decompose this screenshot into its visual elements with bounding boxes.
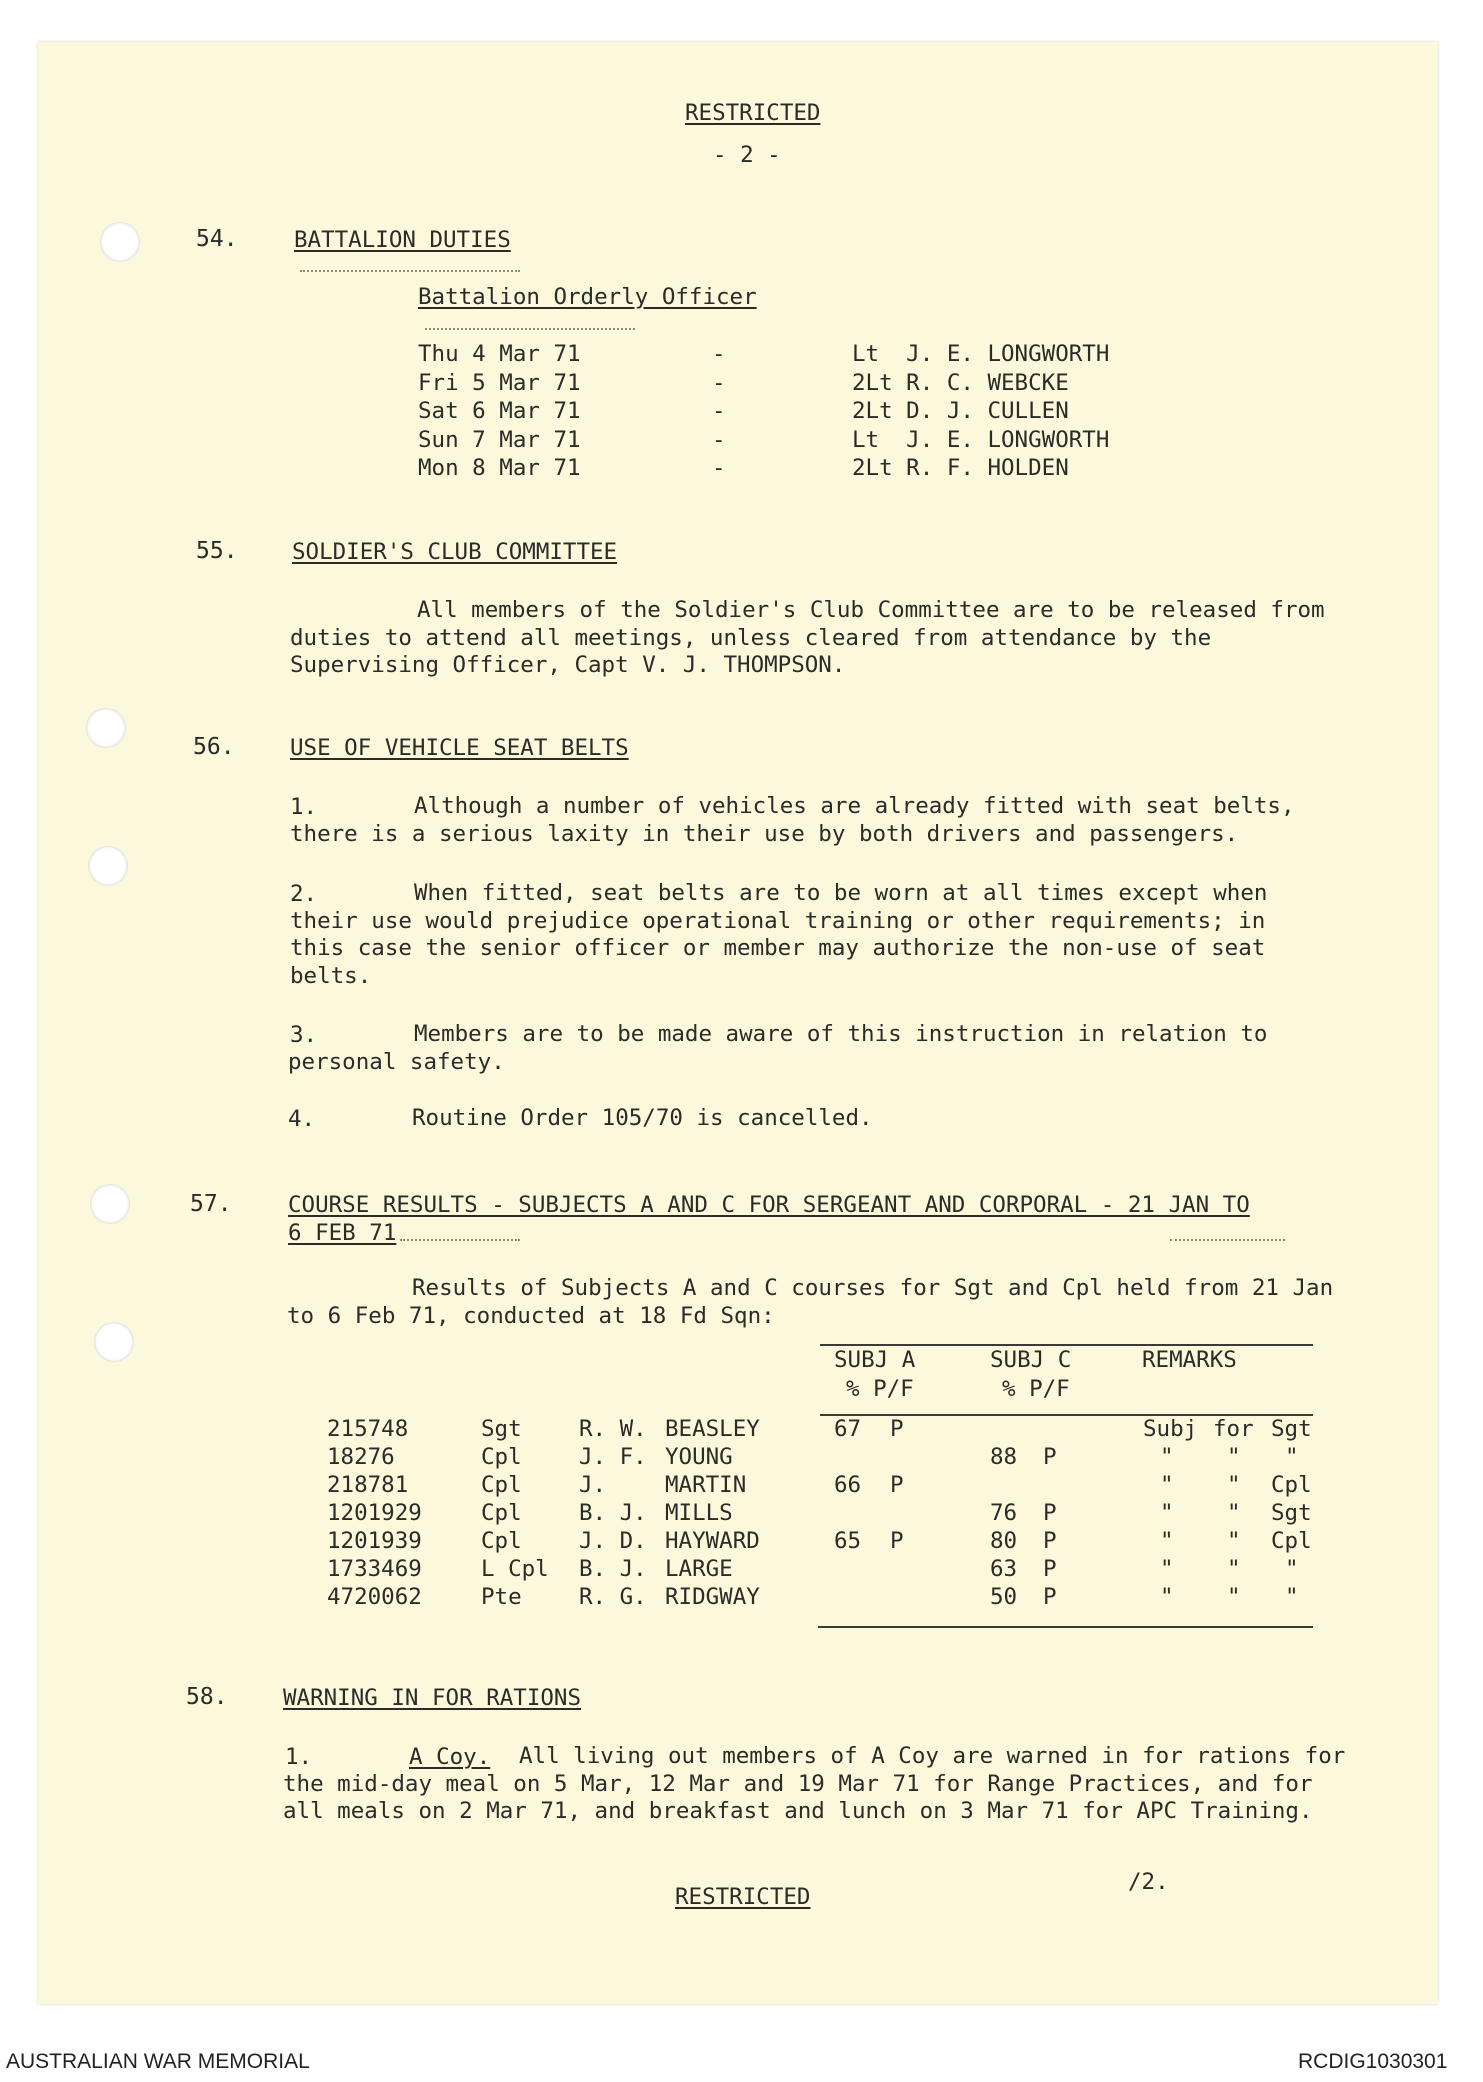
remark-2: "	[1227, 1528, 1241, 1554]
section-number-56: 56.	[193, 734, 235, 760]
remark-2: "	[1227, 1556, 1241, 1582]
service-number: 1733469	[327, 1556, 422, 1582]
archive-id: RCDIG1030301	[1298, 2050, 1448, 2073]
initials: R. W.	[579, 1416, 647, 1442]
remark-3: "	[1285, 1584, 1299, 1610]
remark-1: "	[1160, 1472, 1174, 1498]
duty-dash: -	[712, 398, 726, 424]
remark-3: Sgt	[1271, 1416, 1312, 1442]
item-number: 1.	[285, 1744, 313, 1770]
section-title-course-results: COURSE RESULTS - SUBJECTS A AND C FOR SERGEANT AND CORPORAL - 21 JAN TO	[288, 1192, 1250, 1218]
section-number-54: 54.	[196, 226, 238, 252]
remark-2: "	[1227, 1584, 1241, 1610]
col-header-remarks: REMARKS	[1142, 1347, 1237, 1373]
rank: Cpl	[481, 1472, 522, 1498]
section-title-seat-belts: USE OF VEHICLE SEAT BELTS	[290, 735, 629, 761]
subj-c-pct: 80	[990, 1528, 1018, 1554]
surname: MARTIN	[665, 1472, 747, 1498]
remark-2: "	[1227, 1500, 1241, 1526]
section-title-rations: WARNING IN FOR RATIONS	[283, 1685, 582, 1711]
remark-3: "	[1285, 1444, 1299, 1470]
subj-a-pf: P	[890, 1472, 904, 1498]
rank: L Cpl	[481, 1556, 549, 1582]
item-number: 4.	[288, 1106, 316, 1132]
duty-date: Fri 5 Mar 71	[418, 370, 581, 396]
section-title-battalion-duties: BATTALION DUTIES	[294, 227, 511, 253]
remark-3: "	[1285, 1556, 1299, 1582]
continuation-mark: /2.	[1128, 1869, 1169, 1895]
service-number: 4720062	[327, 1584, 422, 1610]
page-number: - 2 -	[713, 142, 781, 168]
dotted-leader	[400, 1239, 520, 1241]
subj-c-pf: P	[1043, 1444, 1057, 1470]
initials: B. J.	[579, 1500, 647, 1526]
surname: RIDGWAY	[665, 1584, 760, 1610]
item-text: Although a number of vehicles are already fitted with seat belts, there is a serious laxity in their use by both drivers and passengers.	[290, 793, 1295, 847]
initials: J. F.	[579, 1444, 647, 1470]
surname: BEASLEY	[665, 1416, 760, 1442]
surname: HAYWARD	[665, 1528, 760, 1554]
duty-officer: 2Lt R. F. HOLDEN	[852, 455, 1069, 481]
duty-officer: Lt J. E. LONGWORTH	[852, 341, 1110, 367]
surname: LARGE	[665, 1556, 733, 1582]
initials: B. J.	[579, 1556, 647, 1582]
punch-hole	[90, 1184, 130, 1224]
subj-c-pf: P	[1043, 1500, 1057, 1526]
table-top-rule	[820, 1344, 1313, 1346]
punch-hole	[94, 1322, 134, 1362]
item-number: 3.	[290, 1022, 318, 1048]
remark-1: "	[1160, 1444, 1174, 1470]
item-text: Members are to be made aware of this instruction in relation to personal safety.	[288, 1021, 1268, 1075]
subtitle-orderly-officer: Battalion Orderly Officer	[418, 284, 757, 310]
subj-c-pf: P	[1043, 1584, 1057, 1610]
punch-hole	[100, 222, 140, 262]
subj-a-pf: P	[890, 1528, 904, 1554]
subj-c-pct: 63	[990, 1556, 1018, 1582]
duty-dash: -	[712, 341, 726, 367]
col-header-subj-a-sub: % P/F	[846, 1376, 914, 1402]
initials: J.	[579, 1472, 607, 1498]
service-number: 215748	[327, 1416, 409, 1442]
subj-c-pct: 76	[990, 1500, 1018, 1526]
duty-date: Thu 4 Mar 71	[418, 341, 581, 367]
archive-label: AUSTRALIAN WAR MEMORIAL	[6, 2050, 310, 2073]
service-number: 218781	[327, 1472, 409, 1498]
initials: J. D.	[579, 1528, 647, 1554]
duty-date: Mon 8 Mar 71	[418, 455, 581, 481]
remark-2: "	[1227, 1472, 1241, 1498]
surname: YOUNG	[665, 1444, 733, 1470]
duty-dash: -	[712, 427, 726, 453]
duty-officer: Lt J. E. LONGWORTH	[852, 427, 1110, 453]
remark-2: "	[1227, 1444, 1241, 1470]
classification-footer: RESTRICTED	[675, 1884, 811, 1910]
col-header-subj-a: SUBJ A	[834, 1347, 916, 1373]
section-number-55: 55.	[196, 538, 238, 564]
duty-date: Sun 7 Mar 71	[418, 427, 581, 453]
item-text: All living out members of A Coy are warned in for rations for the mid-day meal on 5 Mar, 12 Mar and 19 Mar 71 for Range Practices, and for all meals on 2 Mar 71, and breakfast and lunch on 3 Mar 71 for APC Training.	[283, 1743, 1346, 1824]
remark-1: "	[1160, 1584, 1174, 1610]
rank: Cpl	[481, 1444, 522, 1470]
item-text: When fitted, seat belts are to be worn at all times except when their use would prejudice operational training or other requirements; in this case the senior officer or member may authorize the non-use of seat belts.	[290, 880, 1268, 989]
section-title-course-results-cont: 6 FEB 71	[288, 1220, 397, 1246]
dotted-leader	[1170, 1239, 1285, 1241]
subj-a-pct: 65	[834, 1528, 862, 1554]
subj-a-pct: 66	[834, 1472, 862, 1498]
duty-dash: -	[712, 455, 726, 481]
remark-1: "	[1160, 1556, 1174, 1582]
duty-officer: 2Lt R. C. WEBCKE	[852, 370, 1069, 396]
section-number-57: 57.	[190, 1191, 232, 1217]
service-number: 1201939	[327, 1528, 422, 1554]
section-intro-57: Results of Subjects A and C courses for Sgt and Cpl held from 21 Jan to 6 Feb 71, conducted at 18 Fd Sqn:	[287, 1275, 1334, 1329]
remark-1: Subj	[1143, 1416, 1198, 1442]
remark-3: Sgt	[1271, 1500, 1312, 1526]
col-header-subj-c-sub: % P/F	[1002, 1376, 1070, 1402]
rank: Sgt	[481, 1416, 522, 1442]
rank: Cpl	[481, 1500, 522, 1526]
item-number: 2.	[290, 881, 318, 907]
duty-officer: 2Lt D. J. CULLEN	[852, 398, 1069, 424]
table-bottom-rule	[818, 1626, 1313, 1628]
remark-2: for	[1213, 1416, 1254, 1442]
punch-hole	[88, 846, 128, 886]
remark-1: "	[1160, 1500, 1174, 1526]
section-body-55: All members of the Soldier's Club Committee are to be released from duties to attend all meetings, unless cleared from attendance by the Supervising Officer, Capt V. J. THOMPSON.	[290, 597, 1325, 678]
duty-dash: -	[712, 370, 726, 396]
remark-3: Cpl	[1271, 1528, 1312, 1554]
remark-3: Cpl	[1271, 1472, 1312, 1498]
subj-c-pf: P	[1043, 1556, 1057, 1582]
service-number: 1201929	[327, 1500, 422, 1526]
item-number: 1.	[290, 794, 318, 820]
col-header-subj-c: SUBJ C	[990, 1347, 1072, 1373]
classification-header: RESTRICTED	[685, 100, 821, 126]
section-number-58: 58.	[186, 1684, 228, 1710]
subj-a-pf: P	[890, 1416, 904, 1442]
subj-a-pct: 67	[834, 1416, 862, 1442]
rank: Cpl	[481, 1528, 522, 1554]
remark-1: "	[1160, 1528, 1174, 1554]
item-label-a-coy: A Coy.	[409, 1744, 491, 1770]
subj-c-pf: P	[1043, 1528, 1057, 1554]
subj-c-pct: 50	[990, 1584, 1018, 1610]
section-title-soldiers-club: SOLDIER'S CLUB COMMITTEE	[292, 539, 618, 565]
surname: MILLS	[665, 1500, 733, 1526]
punch-hole	[86, 708, 126, 748]
initials: R. G.	[579, 1584, 647, 1610]
service-number: 18276	[327, 1444, 395, 1470]
duty-date: Sat 6 Mar 71	[418, 398, 581, 424]
rank: Pte	[481, 1584, 522, 1610]
subj-c-pct: 88	[990, 1444, 1018, 1470]
dotted-leader	[425, 328, 635, 330]
item-text: Routine Order 105/70 is cancelled.	[412, 1105, 873, 1131]
dotted-leader	[300, 270, 520, 272]
